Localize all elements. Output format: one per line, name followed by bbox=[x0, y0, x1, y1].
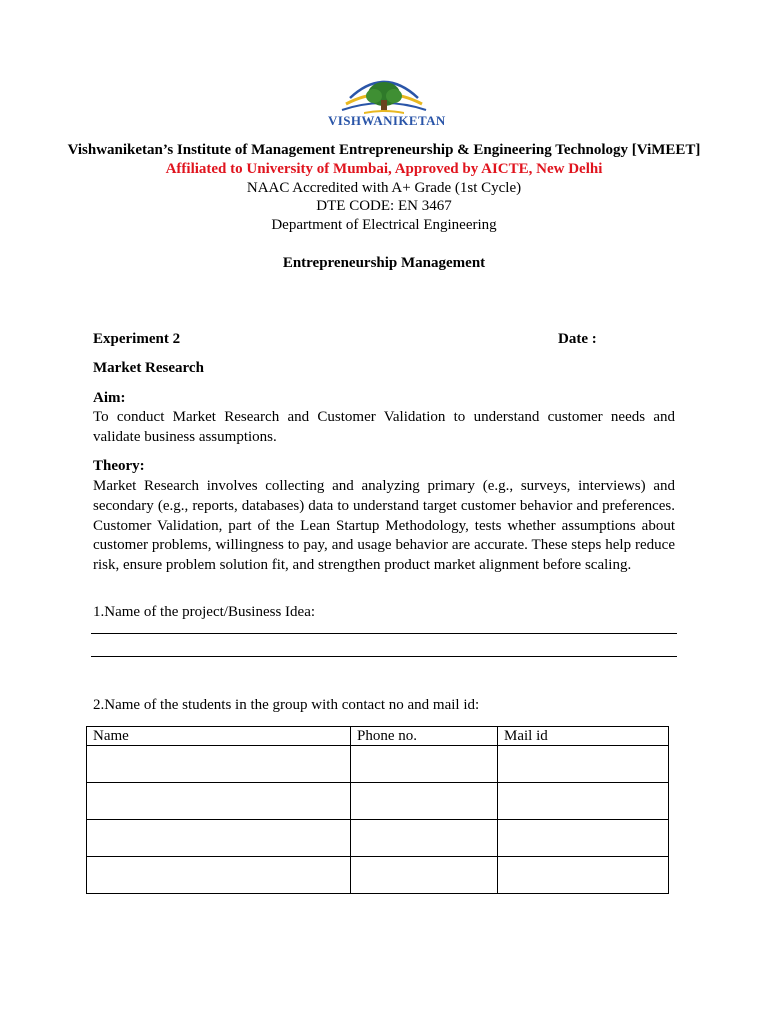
naac-line: NAAC Accredited with A+ Grade (1st Cycle) bbox=[246, 180, 522, 196]
department-name: Department of Electrical Engineering bbox=[271, 217, 497, 233]
table-cell bbox=[351, 820, 498, 857]
subject-title: Entrepreneurship Management bbox=[282, 255, 486, 271]
table-cell bbox=[351, 857, 498, 894]
institute-name: Vishwaniketan’s Institute of Management Entrepreneurship & Engineering Technology [ViMEET] bbox=[67, 142, 701, 158]
theory-text: Market Research involves collecting and analyzing primary (e.g., surveys, interviews) and secondary (e.g., reports, databases) data to understand target customer behavior and preferences. Customer Validation, part of the Lean Startup Methodology, tests whether assumptions about customer problems, willingness to pay, and usage behavior are accurate. These steps help reduce risk, ensure problem solution fit, and strengthen product market alignment before scaling. bbox=[93, 478, 675, 574]
table-cell bbox=[498, 746, 669, 783]
students-table bbox=[86, 726, 669, 894]
table-row bbox=[87, 820, 669, 857]
table-row bbox=[87, 746, 669, 783]
table-row bbox=[87, 857, 669, 894]
experiment-topic: Market Research bbox=[93, 360, 204, 376]
answer-line bbox=[91, 656, 677, 657]
table-cell bbox=[351, 746, 498, 783]
table-cell bbox=[498, 783, 669, 820]
table-cell bbox=[87, 746, 351, 783]
column-header-phone: Phone no. bbox=[351, 727, 498, 746]
theory-heading: Theory: bbox=[93, 458, 145, 474]
aim-text: To conduct Market Research and Customer Validation to understand customer needs and validate business assumptions. bbox=[93, 409, 675, 445]
table-cell bbox=[498, 820, 669, 857]
table-cell bbox=[87, 783, 351, 820]
table-cell bbox=[351, 783, 498, 820]
question-project-name: 1.Name of the project/Business Idea: bbox=[93, 604, 316, 620]
answer-line bbox=[91, 633, 677, 634]
column-header-name: Name bbox=[87, 727, 351, 746]
question-students: 2.Name of the students in the group with contact no and mail id: bbox=[93, 697, 480, 713]
aim-heading: Aim: bbox=[93, 390, 126, 406]
date-label: Date : bbox=[558, 331, 597, 347]
column-header-mail: Mail id bbox=[498, 727, 669, 746]
table-cell bbox=[498, 857, 669, 894]
experiment-title: Experiment 2 bbox=[93, 331, 181, 347]
table-cell bbox=[87, 820, 351, 857]
table-header-row bbox=[87, 727, 669, 746]
table-row bbox=[87, 783, 669, 820]
affiliation-line: Affiliated to University of Mumbai, Approved by AICTE, New Delhi bbox=[165, 161, 603, 177]
table-cell bbox=[87, 857, 351, 894]
dte-code: DTE CODE: EN 3467 bbox=[316, 198, 452, 214]
logo-wordmark: VISHWANIKETAN bbox=[328, 113, 446, 128]
